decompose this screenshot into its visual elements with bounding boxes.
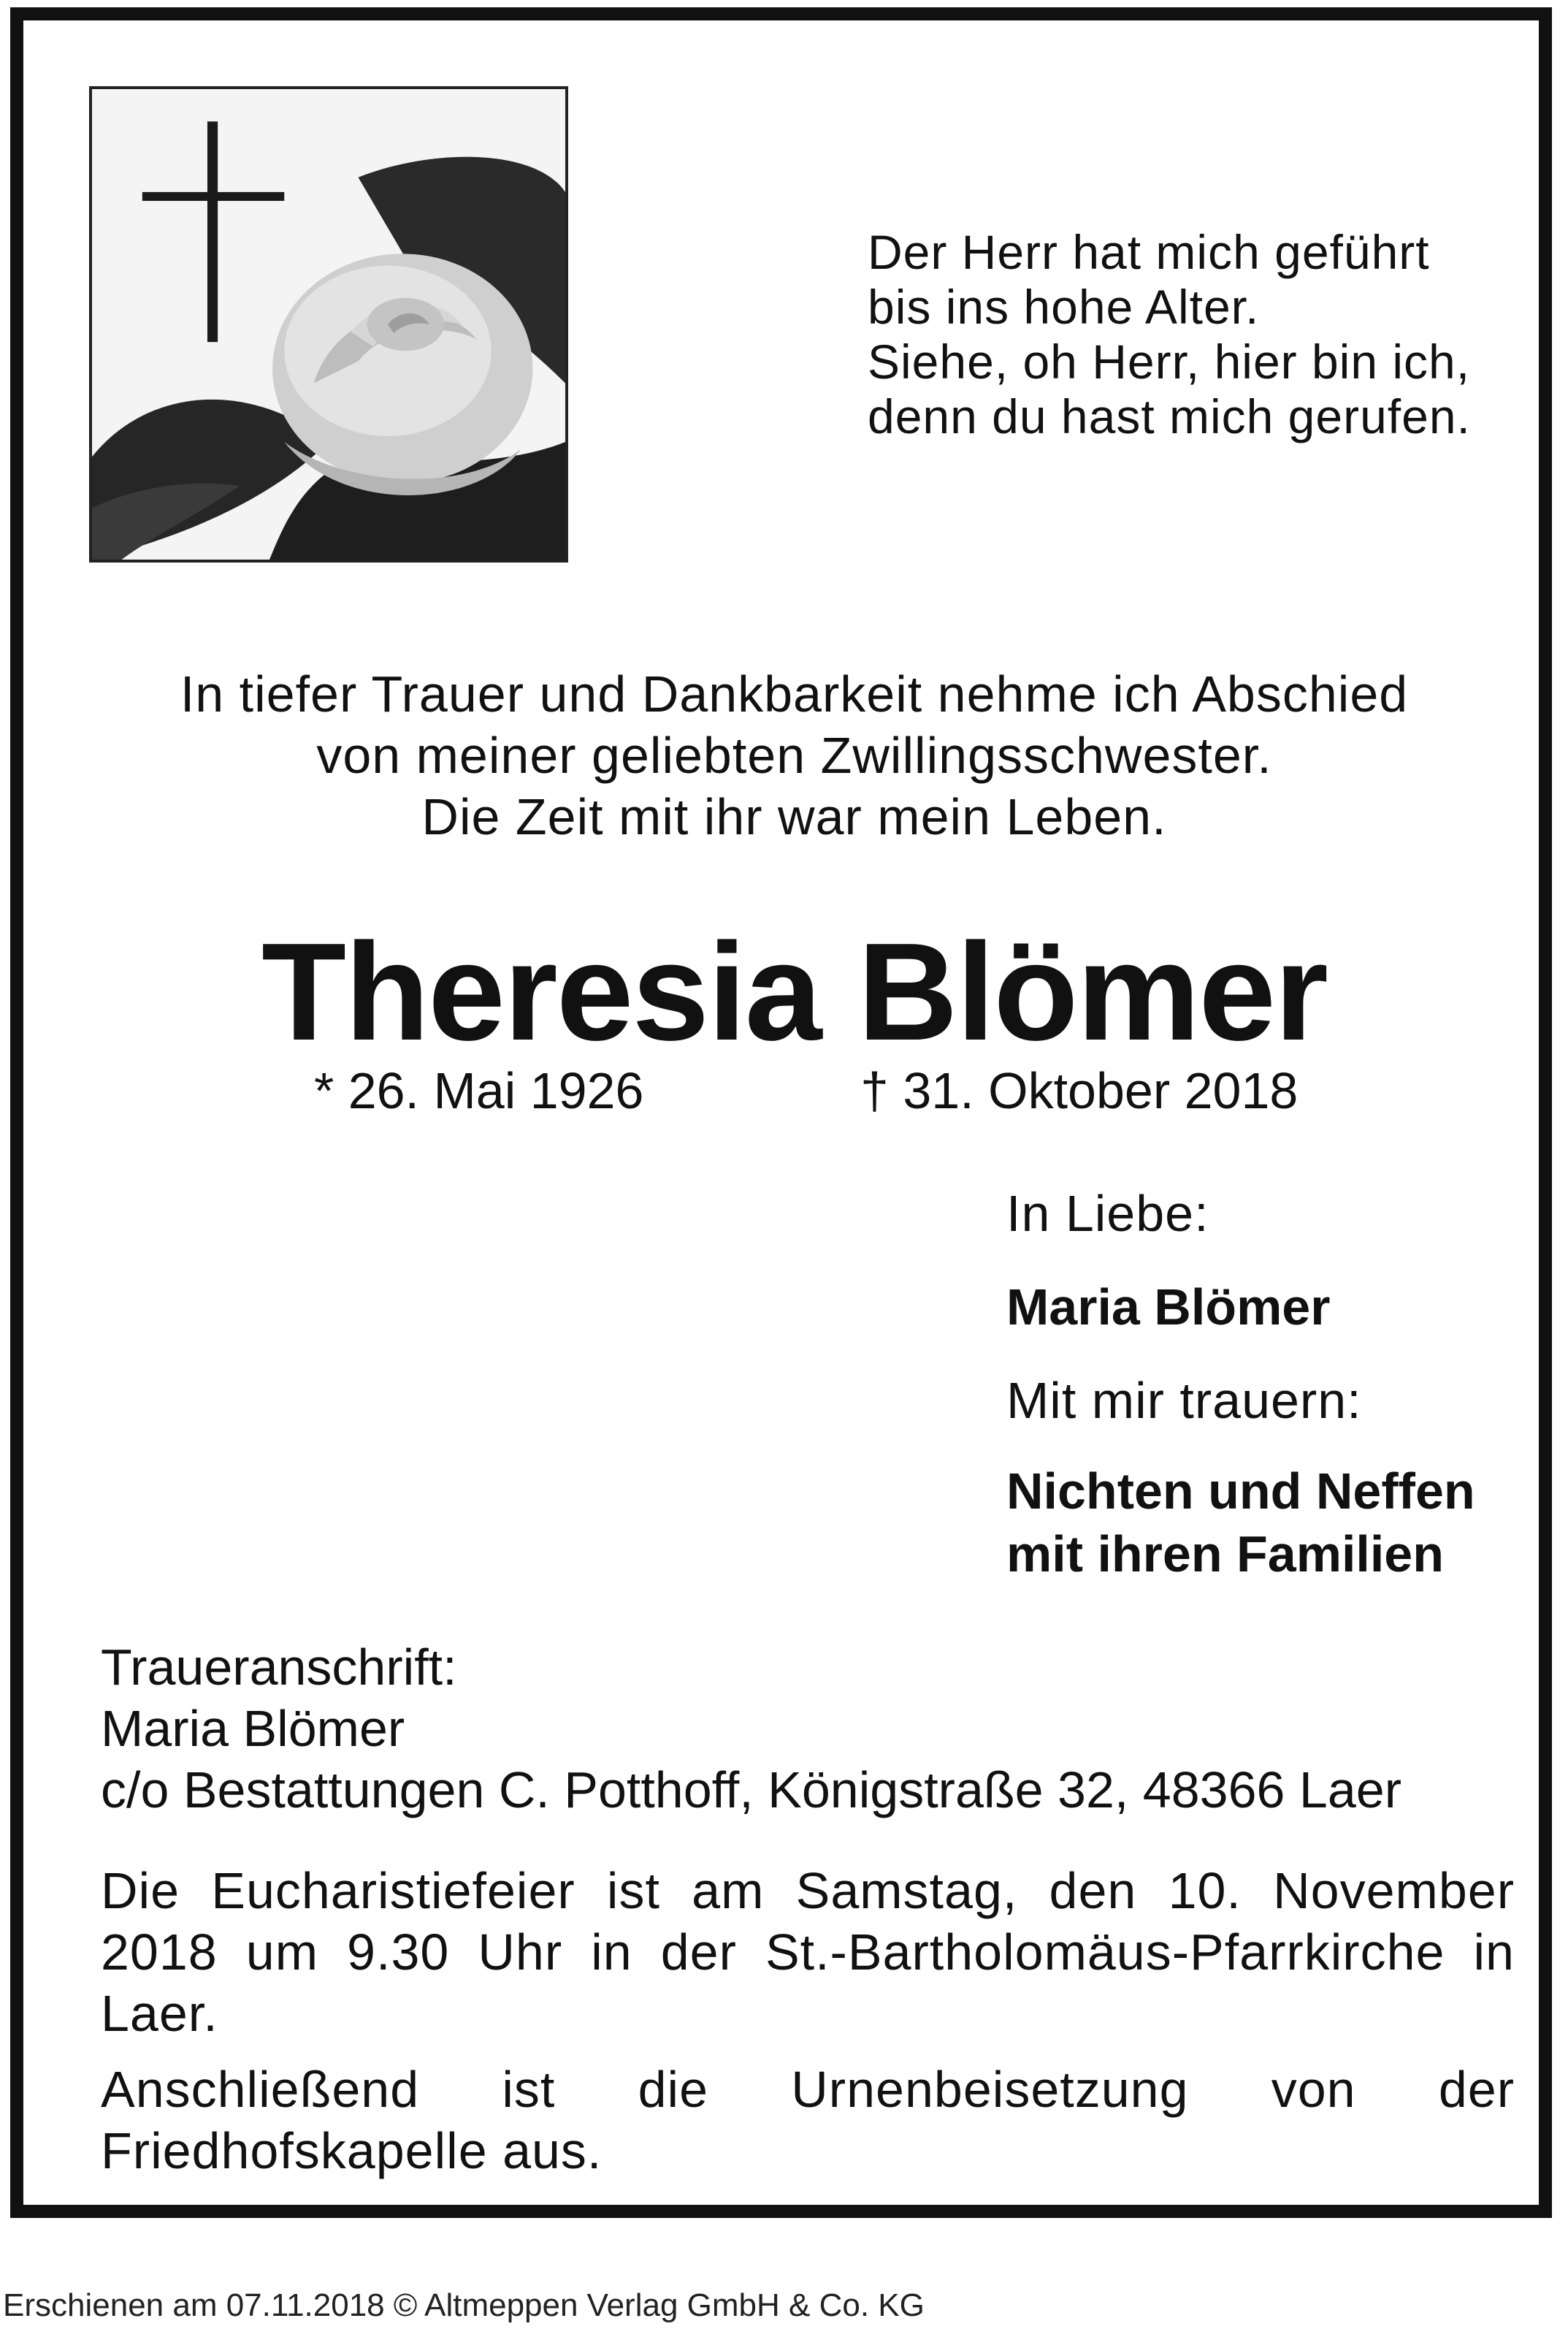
obituary-frame [10, 7, 1552, 2218]
mass-notice: Die Eucharistiefeier ist am Samstag, den 10. November 2018 um 9.30 Uhr in der St.-Bartholomäus-Pfarrkirche in Laer. [101, 1862, 1515, 2042]
mourner-group: Nichten und Neffen [1006, 1463, 1475, 1520]
publication-footer: Erschienen am 07.11.2018 © Altmeppen Verlag GmbH & Co. KG [3, 2287, 925, 2323]
cross-and-rose-image [89, 86, 568, 563]
bible-verse [868, 225, 1510, 444]
also-mourning-label: Mit mir trauern: [1006, 1372, 1362, 1429]
death-date: † 31. Oktober 2018 [860, 1062, 1299, 1119]
rose-image [92, 89, 565, 560]
address-street: c/o Bestattungen C. Potthoff, Königstraße 32, 48366 Laer [101, 1761, 1402, 1818]
verse-line: bis ins hohe Alter. [868, 280, 1260, 334]
intro-line: Die Zeit mit ihr war mein Leben. [421, 788, 1167, 845]
address-name: Maria Blömer [101, 1700, 405, 1757]
deceased-name: Theresia Blömer [261, 915, 1327, 1070]
mourner-group: mit ihren Familien [1006, 1525, 1444, 1582]
intro-text [53, 663, 1536, 847]
mourner-name: Maria Blömer [1006, 1278, 1331, 1335]
intro-line: von meiner geliebten Zwillingsschwester. [316, 727, 1272, 784]
mourning-address [101, 1636, 1401, 1821]
verse-line: Der Herr hat mich geführt [868, 225, 1430, 279]
burial-notice: Anschließend ist die Urnenbeisetzung von der Friedhofskapelle aus. [101, 2061, 1515, 2179]
address-label: Traueranschrift: [101, 1639, 457, 1696]
mourners-block [1006, 1182, 1547, 1585]
verse-line: Siehe, oh Herr, hier bin ich, [868, 335, 1471, 389]
in-love-label: In Liebe: [1006, 1185, 1209, 1242]
intro-line: In tiefer Trauer und Dankbarkeit nehme ich Abschied [180, 666, 1409, 723]
verse-line: denn du hast mich gerufen. [868, 389, 1471, 443]
birth-date: * 26. Mai 1926 [314, 1062, 644, 1119]
